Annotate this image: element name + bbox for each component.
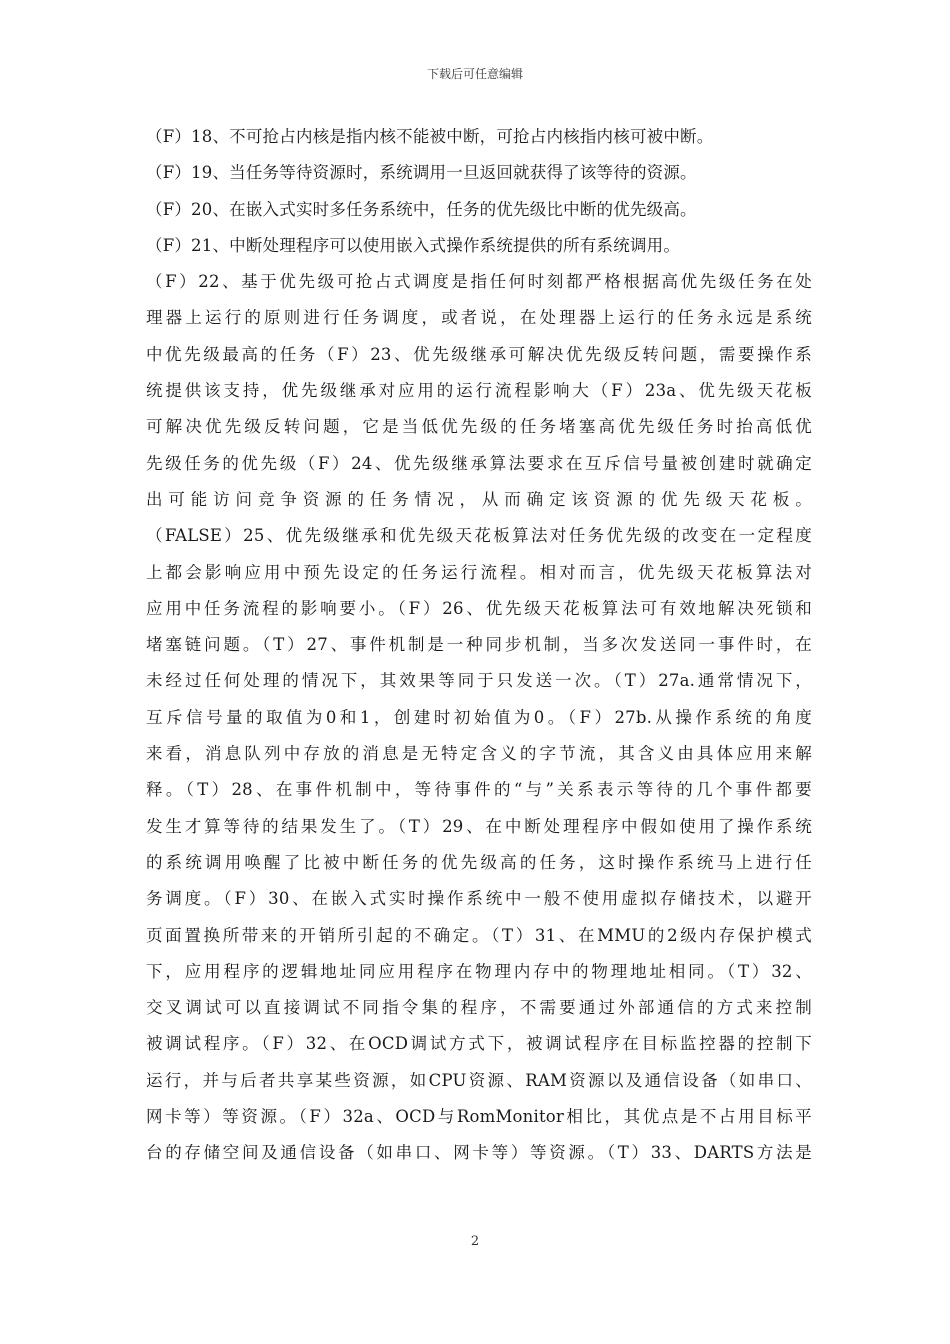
text-line: 台的存储空间及通信设备（如串口、网卡等）等资源。（T）33、DARTS方法是	[146, 1143, 812, 1163]
text-line: 交叉调试可以直接调试不同指令集的程序，不需要通过外部通信的方式来控制	[146, 998, 812, 1018]
text-line: （F）21、中断处理程序可以使用嵌入式操作系统提供的所有系统调用。	[146, 235, 681, 255]
text-line: 来看，消息队列中存放的消息是无特定含义的字节流，其含义由具体应用来解	[146, 744, 812, 764]
text-line: 互斥信号量的取值为0和1，创建时初始值为0。（F）27b.从操作系统的角度	[146, 707, 812, 727]
text-line: 上都会影响应用中预先设定的任务运行流程。相对而言，优先级天花板算法对	[146, 562, 812, 582]
page-header: 下载后可任意编辑	[426, 67, 523, 81]
text-line: 务调度。（F）30、在嵌入式实时操作系统中一般不使用虚拟存储技术，以避开	[146, 889, 812, 909]
text-line: 先级任务的优先级（F）24、优先级继承算法要求在互斥信号量被创建时就确定	[146, 453, 812, 473]
text-line: 运行，并与后者共享某些资源，如CPU资源、RAM资源以及通信设备（如串口、	[146, 1070, 812, 1090]
text-line: 发生才算等待的结果发生了。（T）29、在中断处理程序中假如使用了操作系统	[146, 816, 812, 836]
text-line: 统提供该支持，优先级继承对应用的运行流程影响大（F）23a、优先级天花板	[146, 381, 812, 401]
text-line: （F）19、当任务等待资源时，系统调用一旦返回就获得了该等待的资源。	[146, 163, 697, 183]
text-line: （F）22、基于优先级可抢占式调度是指任何时刻都严格根据高优先级任务在处	[146, 272, 812, 292]
text-line: 网卡等）等资源。（F）32a、OCD与RomMonitor相比，其优点是不占用目标平	[146, 1107, 812, 1127]
text-line: 的系统调用唤醒了比被中断任务的优先级高的任务，这时操作系统马上进行任	[146, 852, 812, 872]
text-line: 可解决优先级反转问题，它是当低优先级的任务堵塞高优先级任务时抬高低优	[146, 417, 812, 437]
text-line: 理器上运行的原则进行任务调度，或者说，在处理器上运行的任务永远是系统	[146, 308, 812, 328]
text-line: 页面置换所带来的开销所引起的不确定。（T）31、在MMU的2级内存保护模式	[146, 925, 812, 945]
text-line: 下，应用程序的逻辑地址同应用程序在物理内存中的物理地址相同。（T）32、	[146, 961, 812, 981]
text-line: （FALSE）25、优先级继承和优先级天花板算法对任务优先级的改变在一定程度	[146, 526, 812, 546]
text-line: 未经过任何处理的情况下，其效果等同于只发送一次。（T）27a.通常情况下，	[146, 671, 812, 691]
text-line: 应用中任务流程的影响要小。（F）26、优先级天花板算法可有效地解决死锁和	[146, 598, 812, 618]
text-line: 堵塞链问题。（T）27、事件机制是一种同步机制，当多次发送同一事件时，在	[146, 635, 812, 655]
text-line: （F）18、不可抢占内核是指内核不能被中断，可抢占内核指内核可被中断。	[146, 127, 714, 146]
text-line: 中优先级最高的任务（F）23、优先级继承可解决优先级反转问题，需要操作系	[146, 344, 812, 364]
text-line: 被调试程序。（F）32、在OCD调试方式下，被调试程序在目标监控器的控制下	[146, 1034, 812, 1054]
text-line: 出可能访问竞争资源的任务情况，从而确定该资源的优先级天花板。	[146, 489, 812, 509]
document-body	[146, 119, 812, 1172]
text-line: 释。（T）28、在事件机制中，等待事件的“与”关系表示等待的几个事件都要	[146, 780, 812, 800]
page-number: 2	[470, 1234, 480, 1249]
text-line: （F）20、在嵌入式实时多任务系统中，任务的优先级比中断的优先级高。	[146, 199, 697, 219]
